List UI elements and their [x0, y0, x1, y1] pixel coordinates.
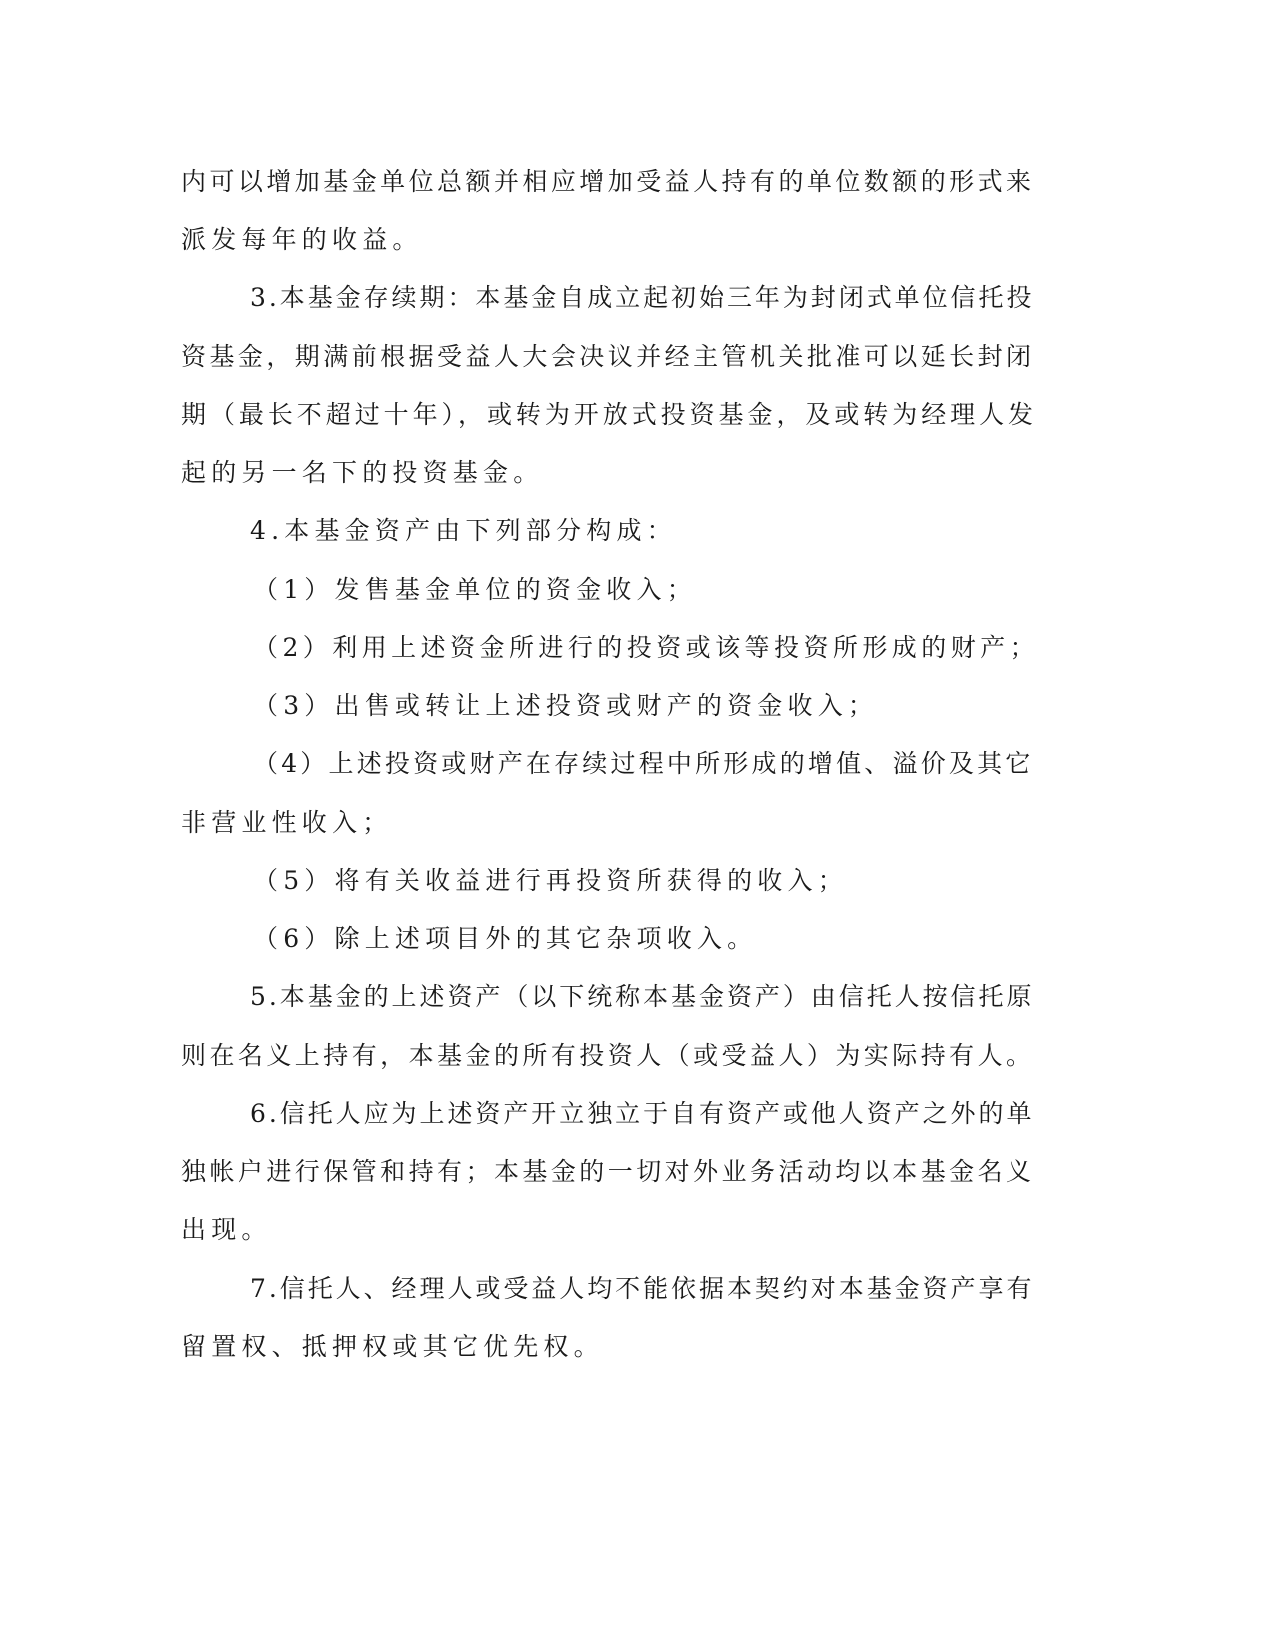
paragraph-rights-line-1: 7.信托人、经理人或受益人均不能依据本契约对本基金资产享有	[250, 1274, 1035, 1303]
asset-item-4-line-1: （4）上述投资或财产在存续过程中所形成的增值、溢价及其它	[253, 749, 1034, 778]
paragraph-term-line-1: 3.本基金存续期：本基金自成立起初始三年为封闭式单位信托投	[250, 283, 1035, 312]
paragraph-holding-line-2: 则在名义上持有，本基金的所有投资人（或受益人）为实际持有人。	[181, 1041, 1035, 1070]
asset-item-4-line-2: 非营业性收入；	[181, 808, 393, 837]
paragraph-term-line-4: 起的另一名下的投资基金。	[181, 458, 544, 487]
asset-item-6: （6）除上述项目外的其它杂项收入。	[253, 924, 758, 953]
asset-item-3: （3）出售或转让上述投资或财产的资金收入；	[253, 691, 879, 720]
paragraph-account-line-1: 6.信托人应为上述资产开立独立于自有资产或他人资产之外的单	[250, 1099, 1035, 1128]
paragraph-term-line-2: 资基金，期满前根据受益人大会决议并经主管机关批准可以延长封闭	[181, 342, 1035, 371]
paragraph-assets-line-1: 4.本基金资产由下列部分构成：	[250, 516, 677, 545]
paragraph-term-line-3: 期（最长不超过十年），或转为开放式投资基金，及或转为经理人发	[181, 400, 1038, 429]
paragraph-account-line-2: 独帐户进行保管和持有；本基金的一切对外业务活动均以本基金名义	[181, 1157, 1035, 1186]
paragraph-income-line-1: 内可以增加基金单位总额并相应增加受益人持有的单位数额的形式来	[181, 167, 1035, 196]
asset-item-5: （5）将有关收益进行再投资所获得的收入；	[253, 866, 848, 895]
paragraph-rights-line-2: 留置权、抵押权或其它优先权。	[181, 1332, 604, 1361]
paragraph-holding-line-1: 5.本基金的上述资产（以下统称本基金资产）由信托人按信托原	[250, 982, 1035, 1011]
asset-item-2: （2）利用上述资金所进行的投资或该等投资所形成的财产；	[253, 633, 1040, 662]
paragraph-account-line-3: 出现。	[181, 1215, 272, 1244]
asset-item-1: （1）发售基金单位的资金收入；	[253, 575, 697, 604]
paragraph-income-line-2: 派发每年的收益。	[181, 225, 423, 254]
